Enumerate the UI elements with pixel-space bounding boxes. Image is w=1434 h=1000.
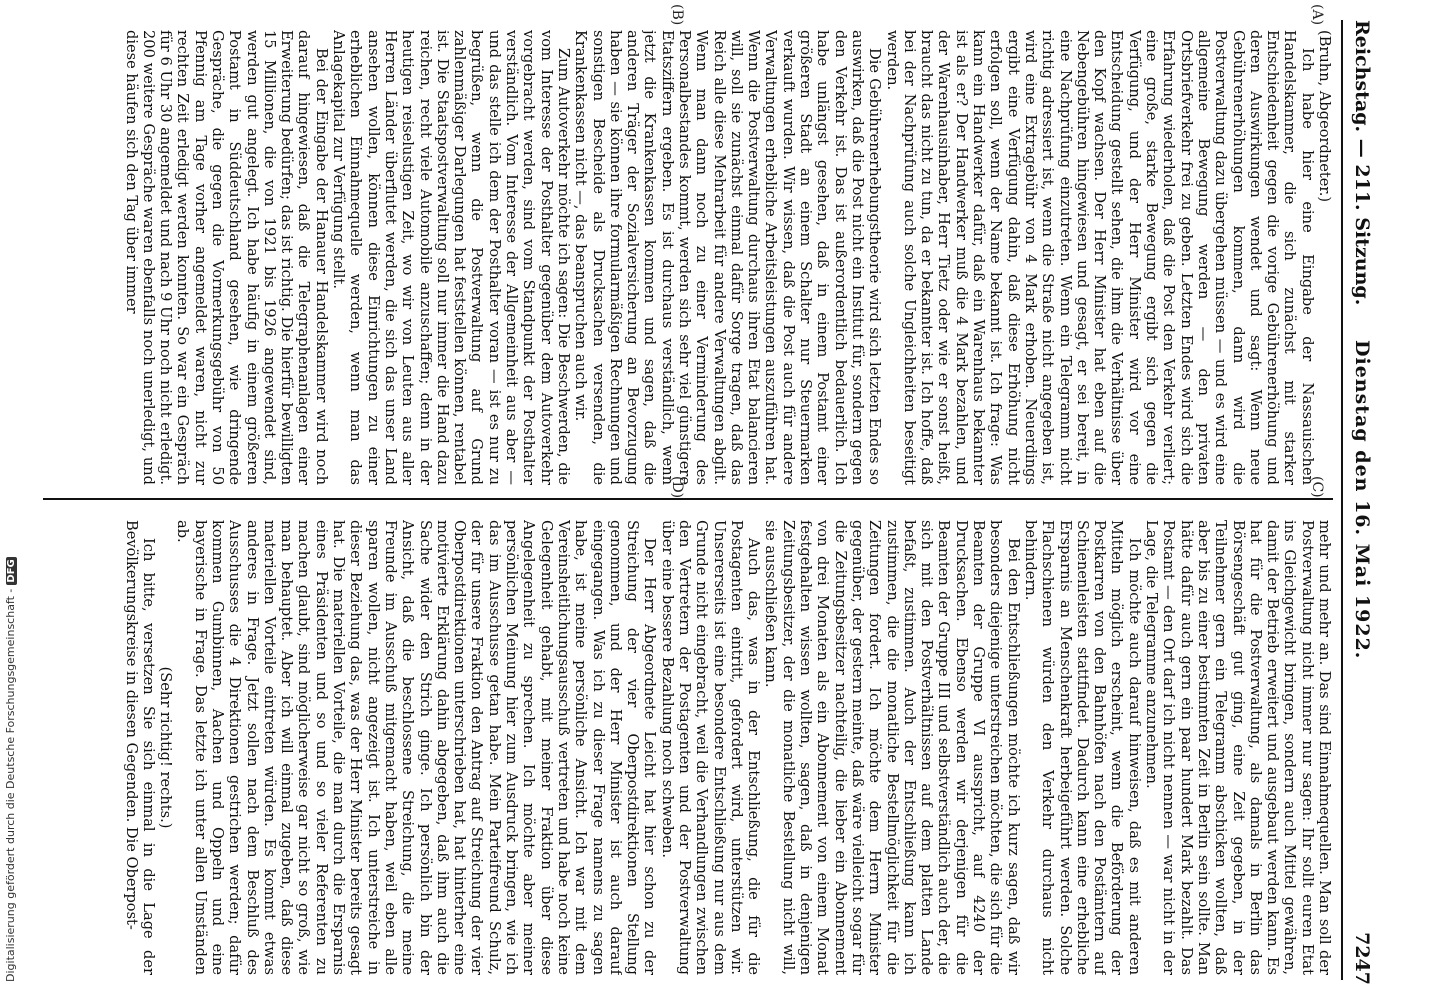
margin-mark-b: (B)	[669, 4, 685, 26]
left-column	[43, 30, 1333, 485]
paragraph: mehr und mehr an. Das sind Einnahmequellen. Man soll der Postverwaltung nicht immer nur sagen: Ihr sollt euren Etat ins Gleichgewicht bringen, sondern auch Mittel gewähren, damit der Betrieb erweitert und ausgebaut werden kann. Es hat für die Postverwaltung, als damals in Berlin das Börsengeschäft gut ging, eine Zeit gegeben, in der Teilnehmer gern ein Telegramm abschicken wollten, daß aber bis zu einer bestimmten Zeit in Berlin sein sollte. Man hätte dafür auch gern ein paar hundert Mark bezahlt. Das Postamt — den Ort darf ich nicht nennen — war nicht in der Lage, die Telegramme anzunehmen.	[1143, 520, 1333, 975]
margin-mark-a: (A)	[1309, 4, 1325, 26]
digitization-note	[4, 20, 18, 995]
paragraph: Auch das, was in der Entschließung, die für die Postagenten eintritt, gefordert wird, unterstützen wir. Unsererseits ist eine besondere Entschließung nur aus dem Grunde nicht eingebracht, weil die Verhandlungen zwischen den Vertretern der Postagenten und der Postverwaltung über eine bessere Bezahlung noch schweben.	[658, 520, 763, 975]
paragraph: Ich habe hier eine Eingabe der Nassauischen Handelskammer, die sich zunächst mit starker Entschiedenheit gegen die vorige Gebührenerhöhung und deren Auswirkungen wendet und sagt: Wenn neue Gebührenerhöhungen kommen, dann wird die Postverwaltung dazu übergehen müssen — und es wird eine allgemeine Bewegung werden — den privaten Ortsbriefverkehr frei zu geben. Letzten Endes wird sich die Erfahrung wiederholen, daß die Post den Verkehr verliert; eine große, starke Bewegung ergibt sich gegen die Verfügung, und der Herr Minister wird vor eine Entscheidung gestellt sehen, die ihm die Verhältnisse über den Kopf wachsen. Der Herr Minister hat eben auf die Nebengebühren hingewiesen und gesagt, er sei bereit, in eine Nachprüfung einzutreten. Wenn ein Telegramm nicht richtig adressiert ist, wenn die Straße nicht angegeben ist, wird eine Extragebühr von 4 Mark erhoben. Neuerdings ergibt eine Verfügung dahin, daß diese Erhöhung nicht erfolgen soll, wenn der Name bekannt ist. Ich frage: Was kann ein Handwerker dafür, daß ein Warenhaus bekannter ist als er? Der Handwerker muß die 4 Mark bezahlen, und der Warenhausinhaber, Herr Tietz oder wie er sonst heißt, braucht das nicht zu tun, da er bekannter ist. Ich hoffe, daß bei der Nachprüfung auch solche Ungleichheiten beseitigt werden.	[883, 30, 1316, 485]
page-number: 7247	[1351, 932, 1373, 985]
speaker-note: (Bruhn, Abgeordneter.)	[1316, 30, 1333, 203]
header-rule	[1341, 20, 1343, 980]
margin-mark-c: (C)	[1309, 476, 1325, 498]
page-header	[1345, 20, 1377, 985]
paragraph: Ich möchte auch darauf hinweisen, daß es mit anderen Mitteln möglich erscheint, wenn die Beförderung der Postkarren von den Bahnhöfen nach den Postämtern auf Schienenleisten stattfindet. Dadurch kann eine erhebliche Ersparnis an Menschenkraft herbeigeführt werden. Solche Flachschienen würden den Verkehr durchaus nicht behindern.	[1021, 520, 1143, 975]
paragraph: Bei den Entschließungen möchte ich kurz sagen, daß wir besonders diejenige unterstreichen möchten, die sich für die Beamten der Gruppe VI ausspricht, auf 4240 der Drucksachen. Ebenso werden wir derjenigen für die Beamten der Gruppe III und selbstverständlich auch der, die sich mit den Postverhältnissen auf dem platten Lande befaßt, zustimmen. Auch der Entschließung kann ich zustimmen, die die monatliche Bestellmöglichkeit für die Zeitungen fordert. Ich möchte dem Herrn Minister gegenüber, der gestern meinte, daß wäre vielleicht sogar für die Zeitungsbesitzer nachteilig, die lieber ein Abonnement von drei Monaten als ein Abonnement von einem Monat festgehalten wissen wollten, sagen, daß in denjenigen Zeitungsbesitzer, der die monatliche Bestellung nicht will, sie ausschließen kann.	[762, 520, 1022, 975]
paragraph: Bei der Eingabe der Hanauer Handelskammer wird noch darauf hingewiesen, daß die Telegraphenanlagen einer Erweiterung bedürfen; das ist richtig. Die hierfür bewilligten 15 Millionen, die von 1921 bis 1926 angewendet sind, werden gut angelegt. Ich habe häufig in einem größeren Postamt in Süddeutschland gesehen, wie dringende Gespräche, die gegen die Vormerkungsgebühr von 50 Pfennig am Tage vorher angemeldet waren, nicht zur rechten Zeit erledigt werden konnten. So war ein Gespräch für 6 Uhr 30 angemeldet und nach 9 Uhr noch nicht erledigt. 200 weitere Gespräche waren ebenfalls noch unerledigt, und diese häufen sich den Tag über immer	[122, 30, 330, 485]
digitization-text: Digitalisierung gefördert durch die Deutsche Forschungsgemeinschaft -	[4, 588, 17, 982]
paragraph: Ich bitte, versetzen Sie sich einmal in die Lage der Bevölkerungskreise in diesen Gegenden. Die Oberpost-	[122, 520, 157, 975]
column-divider	[43, 498, 1333, 500]
dfg-logo: DFG	[6, 559, 17, 583]
paragraph: Die Gebührenerhebungstheorie wird sich letzten Endes so auswirken, daß die Post nicht ein Institut für, sondern gegen den Verkehr ist. Das ist außerordentlich bedauerlich. Ich habe unlängst gesehen, daß in einem Postamt einer größeren Stadt an einem Schalter nur Steuermarken verkauft wurden. Wir wissen, daß die Post auch für andere Verwaltungen erhebliche Arbeitsleistungen auszuführen hat. Wenn die Postverwaltung durchaus ihren Etat balancieren will, soll sie zunächst einmal dafür Sorge tragen, daß das Reich alle diese Mehrarbeit für andere Verwaltungen abgilt. Wenn man dann noch zu einer Verminderung des Personalbestandes kommt, werden sich sehr viel günstigere Etatsziffern ergeben. Es ist durchaus verständlich, wenn jetzt die Krankenkassen kommen und sagen, daß die anderen Träger der Sozialversicherung an Bevorzugung haben — sie können ihre formularmäßigen Rechnungen und sonstigen Bescheide als Drucksachen versenden, die Krankenkassen nicht —, das beanspruchen auch wir.	[572, 30, 884, 485]
margin-mark-d: (D)	[669, 476, 685, 499]
header-session: Reichstag. — 211. Sitzung.	[1351, 20, 1373, 306]
paragraph: Zum Autoverkehr möchte ich sagen: Die Beschwerden, die vom Interesse der Posthalter gegenüber dem Autoverkehr vorgebracht werden, sind vom Standpunkt der Posthalter verständlich. Vom Interesse der Allgemeinheit aus aber — und das stelle ich dem der Posthalter voran — ist es nur zu begrüßen, wenn die Postverwaltung auf Grund zahlenmäßiger Darlegungen hat feststellen können, rentabel ist. Die Staatspostverwaltung soll nur immer die Hand dazu reichen, recht viele Automobile anzuschaffen; denn in der heutigen reiselustigen Zeit, wo wir von Leuten aus aller Herren Länder überflutet werden, die sich das unser Land ansehen wollen, können diese Einrichtungen zu einer erheblichen Einnahmequelle werden, wenn man das Anlagekapital zur Verfügung stellt.	[330, 30, 572, 485]
paragraph: Der Herr Abgeordnete Leicht hat hier schon zu der Streichung der vier Oberpostdirektionen Stellung genommen, und der Herr Minister ist auch darauf eingegangen. Was ich zu dieser Frage namens zu sagen habe, ist meine persönliche Ansicht. Ich war mit dem Vereinsheitlichungsausschuß vertreten und habe noch keine Gelegenheit gehabt, mit meiner Fraktion über diese Angelegenheit zu sprechen. Ich möchte aber meiner persönlichen Meinung hier zum Ausdruck bringen, wie ich das im Ausschusse getan habe. Mein Parteifreund Schulz, der für unsere Fraktion den Antrag auf Streichung der vier Oberpostdirektionen unterschrieben hat, hat hinterher eine motivierte Erklärung dahin abgegeben, daß ihm auch die Sache wider den Strich ginge. Ich persönlich bin der Ansicht, daß die beschlossene Streichung, die meine Freunde im Ausschuß mitgemacht haben, weil eben alle sparen wollen, nicht angezeigt ist. Ich unterstreiche in dieser Beziehung das, was der Herr Minister bereits gesagt hat. Die materiellen Vorteile, die man durch die Ersparnis eines Präsidenten und so und so vieler Referenten zu machen glaubt, sind möglicherweise gar nicht so groß, wie man behauptet. Aber ich will einmal zugeben, daß diese materiellen Vorteile eintreten würden. Es kommt etwas anderes in Frage. Jetzt sollen nach dem Beschluß des Ausschusses die 4 Direktionen gestrichen werden; dafür kommen Gumbinnen, Aachen und Oppeln und eine bayerische in Frage. Das letzte ich unter allen Umständen ab.	[174, 520, 659, 975]
interjection: (Sehr richtig! rechts.)	[157, 666, 175, 829]
right-column	[43, 520, 1333, 975]
header-date: Dienstag den 16. Mai 1922.	[1351, 340, 1373, 660]
